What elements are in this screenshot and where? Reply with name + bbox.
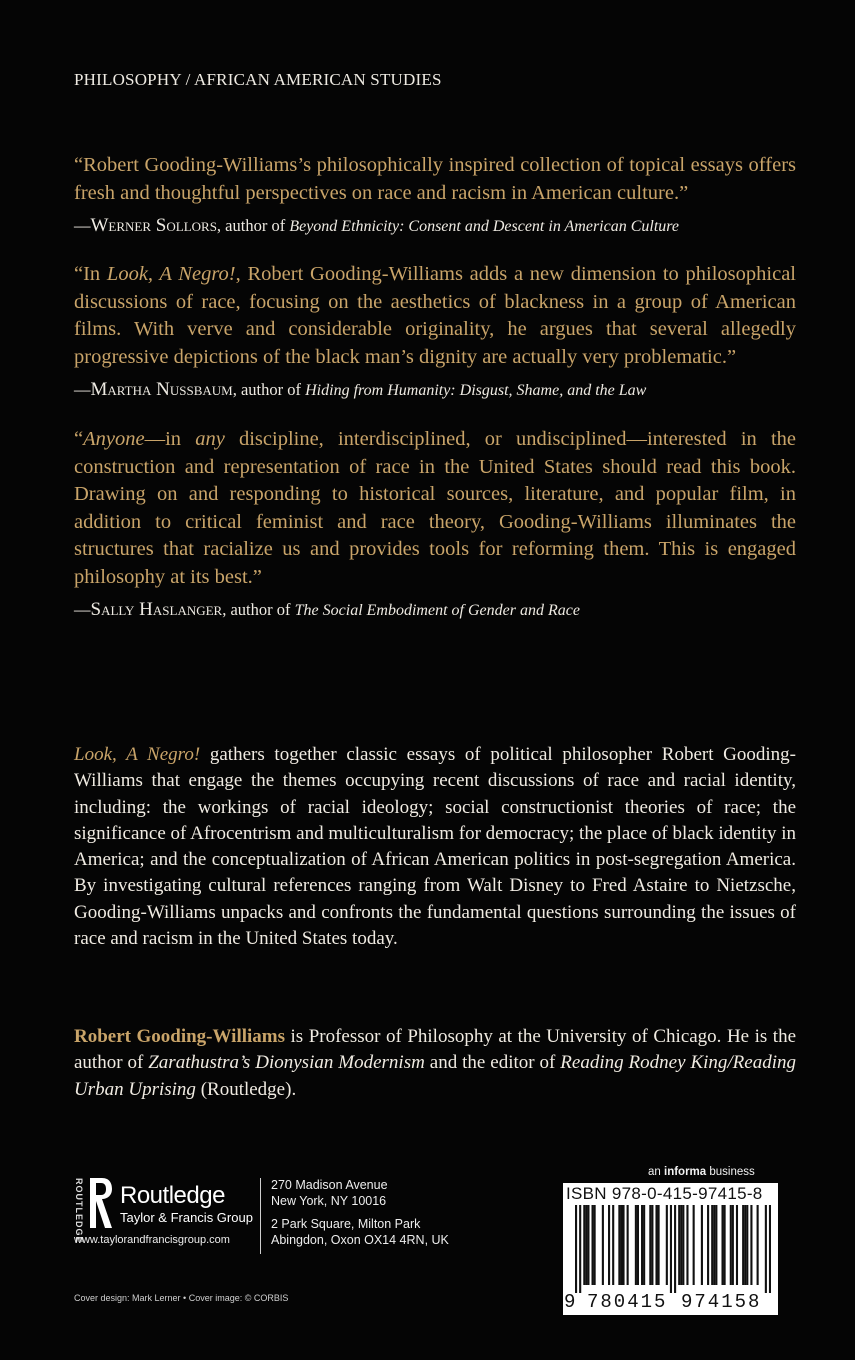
barcode-bar — [744, 1205, 746, 1285]
barcode-bar — [641, 1205, 643, 1285]
barcode-bar — [658, 1205, 660, 1285]
barcode-bar — [649, 1205, 651, 1285]
barcode-bar — [643, 1205, 645, 1285]
barcode-bar — [732, 1205, 734, 1285]
barcode-bar — [678, 1205, 680, 1285]
address-us-line1: 270 Madison Avenue — [271, 1178, 388, 1192]
publisher-divider — [260, 1178, 261, 1254]
isbn-label: ISBN 978-0-415-97415-8 — [566, 1184, 763, 1203]
barcode-bar — [746, 1205, 748, 1285]
barcode-bar — [612, 1205, 614, 1285]
barcode-bar — [622, 1205, 624, 1285]
barcode-bar — [587, 1205, 589, 1285]
barcode-bar — [620, 1205, 622, 1285]
barcode-bar — [769, 1205, 771, 1293]
barcode-bar — [585, 1205, 587, 1285]
isbn-barcode — [563, 1183, 778, 1315]
barcode-bar — [575, 1205, 577, 1293]
barcode-bar — [680, 1205, 682, 1285]
quote-author: Martha Nussbaum — [90, 379, 233, 400]
address-us-line2: New York, NY 10016 — [271, 1193, 387, 1208]
barcode-digits-right: 974158 — [681, 1291, 762, 1313]
barcode-bar — [627, 1205, 629, 1285]
barcode-bar — [583, 1205, 585, 1285]
informa-business-label: an informa business — [648, 1166, 755, 1178]
quote-author-book: The Social Embodiment of Gender and Race — [294, 602, 580, 619]
barcode-bar — [592, 1205, 594, 1285]
quote-attribution: —Werner Sollors, author of Beyond Ethnicity: Consent and Descent in American Culture — [74, 215, 680, 236]
barcode-bar — [608, 1205, 610, 1285]
barcode-bar — [750, 1205, 752, 1285]
routledge-logo — [74, 1176, 264, 1246]
barcode-bar — [594, 1205, 596, 1285]
barcode-bar — [579, 1205, 581, 1293]
barcode-digit-first: 9 — [564, 1291, 576, 1313]
barcode-bar — [742, 1205, 744, 1285]
quote-author: Sally Haslanger — [90, 599, 223, 620]
endorsement-sollors — [74, 152, 796, 240]
barcode-bar — [602, 1205, 604, 1285]
quote-author-book: Beyond Ethnicity: Consent and Descent in American Culture — [289, 218, 680, 235]
barcode-bar — [682, 1205, 684, 1285]
category-label: PHILOSOPHY / AFRICAN AMERICAN STUDIES — [74, 70, 442, 89]
address-uk-line2: Abingdon, Oxon OX14 4RN, UK — [271, 1232, 449, 1247]
publisher-name: Routledge — [120, 1182, 225, 1209]
routledge-vertical-label: ROUTLEDGE — [74, 1178, 84, 1244]
barcode-bar — [655, 1205, 657, 1285]
barcode-bars — [575, 1205, 771, 1293]
barcode-bar — [693, 1205, 695, 1285]
barcode-bar — [721, 1205, 723, 1285]
barcode-bar — [724, 1205, 726, 1285]
quote-attribution: —Martha Nussbaum, author of Hiding from Humanity: Disgust, Shame, and the Law — [74, 379, 647, 400]
barcode-bar — [666, 1205, 668, 1285]
endorsement-haslanger — [74, 426, 796, 624]
endorsements — [74, 152, 796, 634]
quote-text: “In Look, A Negro!, Robert Gooding-Williams adds a new dimension to philosophical discussions of race, focusing on the aesthetics of blackness in a group of American films. With verve and considerable originality, he argues that several allegedly progressive depictions of the black man’s dignity are actually very problematic.” — [74, 263, 796, 368]
barcode-digits-left: 780415 — [587, 1291, 668, 1313]
address-uk-line1: 2 Park Square, Milton Park — [271, 1217, 421, 1231]
barcode-bar — [651, 1205, 653, 1285]
barcode-bar — [713, 1205, 715, 1285]
barcode-bar — [701, 1205, 703, 1285]
quote-text: “Robert Gooding-Williams’s philosophically inspired collection of topical essays offers fresh and thoughtful perspectives on race and racism in American culture.” — [74, 154, 796, 204]
barcode-bar — [715, 1205, 717, 1285]
barcode-bar — [711, 1205, 713, 1285]
barcode-bar — [618, 1205, 620, 1285]
barcode-bar — [707, 1205, 709, 1285]
quote-author: Werner Sollors — [90, 215, 217, 236]
routledge-r-icon — [88, 1176, 114, 1230]
barcode-bar — [730, 1205, 732, 1285]
barcode-bar — [765, 1205, 767, 1293]
endorsement-nussbaum — [74, 261, 796, 404]
barcode-bar — [637, 1205, 639, 1285]
publisher-website[interactable]: www.taylorandfrancisgroup.com — [74, 1234, 230, 1246]
barcode-bar — [757, 1205, 759, 1285]
barcode-bar — [670, 1205, 672, 1293]
publisher-addresses — [271, 1178, 449, 1248]
quote-attribution: —Sally Haslanger, author of The Social Embodiment of Gender and Race — [74, 599, 580, 620]
barcode-bar — [635, 1205, 637, 1285]
barcode-digits — [563, 1291, 778, 1313]
book-description: Look, A Negro! gathers together classic essays of political philosopher Robert Gooding-Williams that engage the themes occupying recent discussions of race and racial identity, including: the workings of racial ideology; social constructionist theories of race; the significance of Afrocentrism and multiculturalism for democracy; the place of black identity in America; and the conceptualization of African American politics in post-segregation America. By investigating cultural references ranging from Walt Disney to Fred Astaire to Nietzsche, Gooding-Williams unpacks and confronts the fundamental questions surrounding the issues of race and racism in the United States today. — [74, 744, 796, 950]
quote-author-book: Hiding from Humanity: Disgust, Shame, and the Law — [305, 382, 647, 399]
barcode-bar — [674, 1205, 676, 1293]
quote-text: “Anyone—in any discipline, interdisciplined, or undisciplined—interested in the construction and representation of race in the United States should read this book. Drawing on and responding to historical sources, literature, and popular film, in addition to critical feminist and race theory, Gooding-Williams illuminates the structures that racialize us and provides tools for reforming them. This is engaged philosophy at its best.” — [74, 428, 796, 588]
barcode-bar — [686, 1205, 688, 1285]
author-name: Robert Gooding-Williams — [74, 1026, 286, 1047]
cover-credits: Cover design: Mark Lerner • Cover image: © CORBIS — [74, 1293, 289, 1303]
publisher-group: Taylor & Francis Group — [120, 1210, 253, 1225]
book-title: Look, A Negro! — [74, 744, 201, 765]
author-bio: Robert Gooding-Williams is Professor of Philosophy at the University of Chicago. He is the author of Zarathustra’s Dionysian Modernism and the editor of Reading Rodney King/Reading Urban Uprising (Routledge). — [74, 1026, 797, 1100]
barcode-bar — [736, 1205, 738, 1285]
